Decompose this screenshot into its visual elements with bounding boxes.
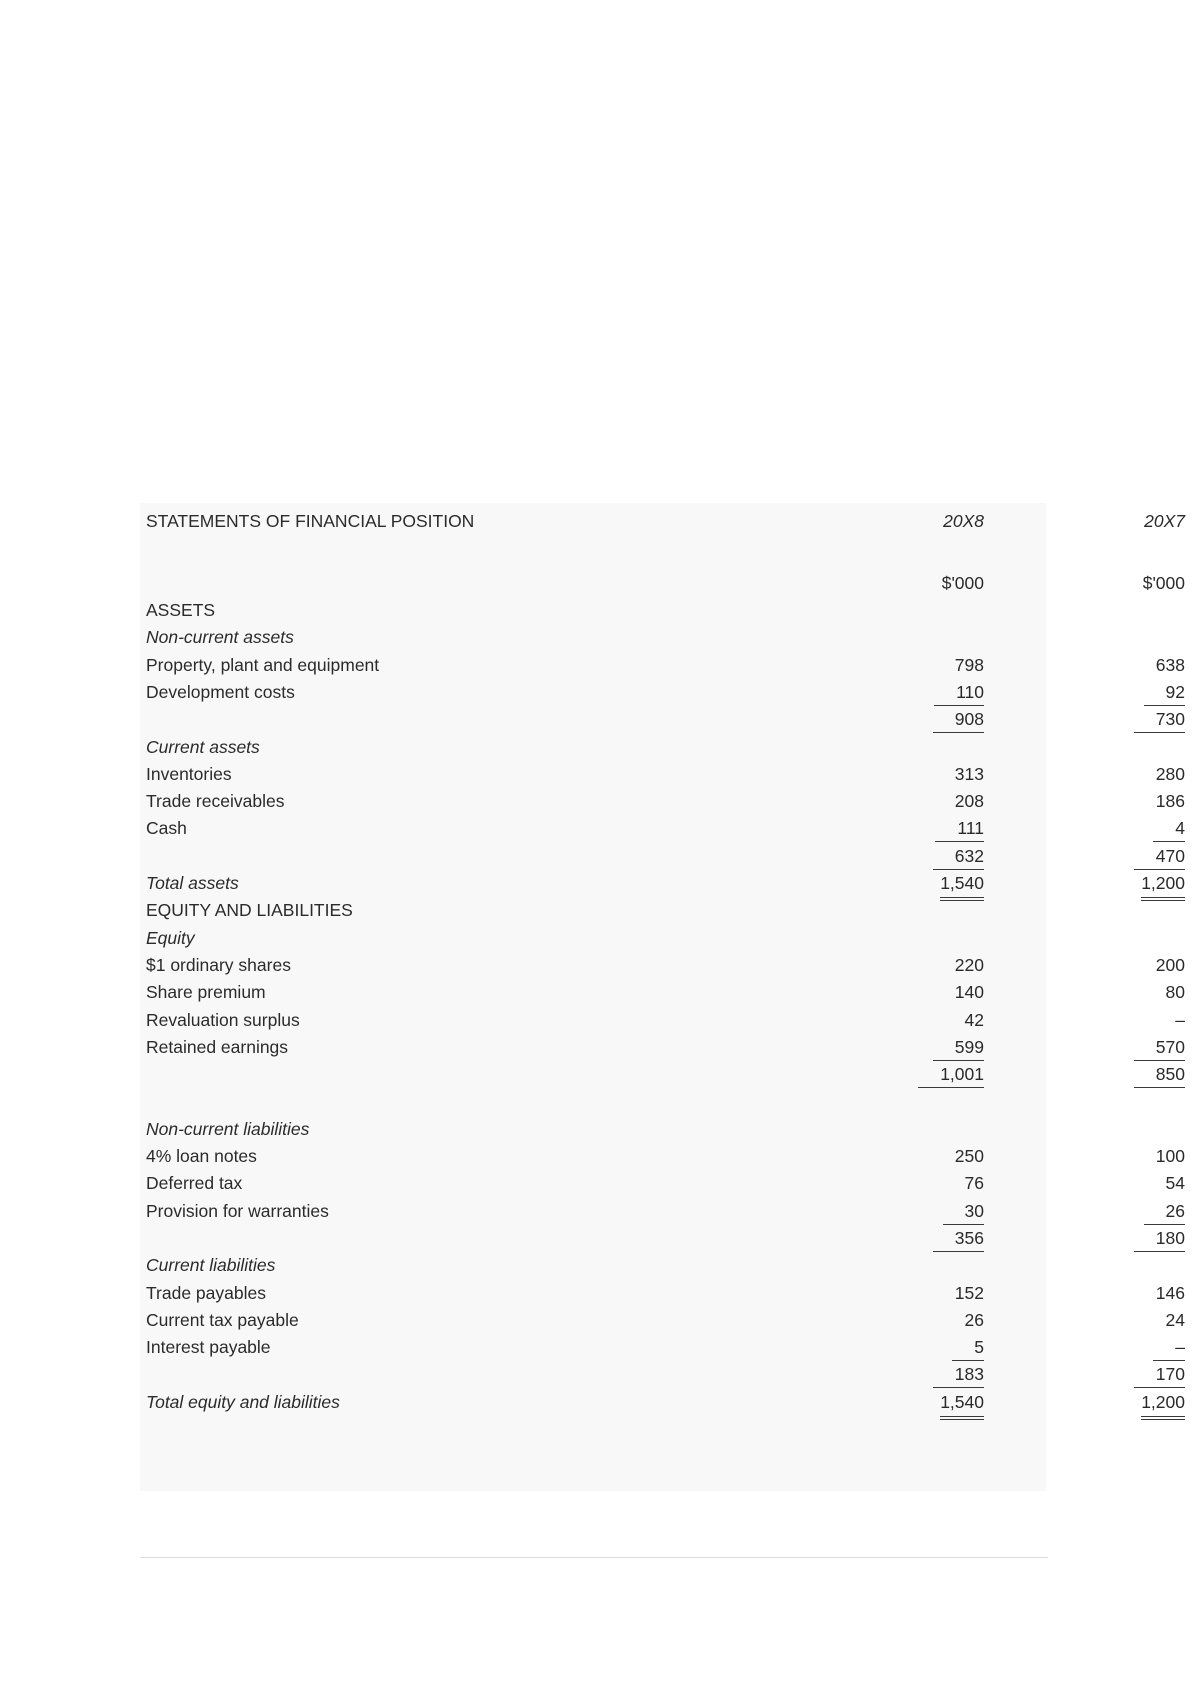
- value-20x8-text: 208: [954, 791, 984, 812]
- value-20x7-text: 146: [1155, 1282, 1185, 1303]
- value-20x8-text: 1,001: [918, 1063, 984, 1088]
- statement-row: [140, 1142, 1185, 1170]
- value-20x8: [840, 1388, 984, 1420]
- value-20x8: [840, 1087, 984, 1115]
- value-20x7-text: 1,200: [1141, 872, 1185, 901]
- statement-row: [140, 623, 1046, 651]
- row-label: Retained earnings: [146, 1036, 289, 1057]
- statement-row: [140, 678, 1185, 706]
- value-20x8: [840, 842, 984, 870]
- value-20x8-text: 1,540: [940, 1391, 984, 1420]
- value-20x8-text: 183: [933, 1363, 984, 1388]
- value-20x7: [1000, 1251, 1185, 1279]
- statement-row: [140, 1033, 1185, 1061]
- value-20x7-text: –: [1153, 1336, 1185, 1361]
- value-20x7: [1000, 1279, 1185, 1307]
- statement-row: [140, 787, 1185, 815]
- row-label: Trade receivables: [146, 791, 285, 812]
- value-20x7: [1000, 623, 1185, 651]
- row-label: Property, plant and equipment: [146, 654, 380, 675]
- value-20x8-text: 111: [935, 817, 984, 842]
- value-20x7-text: 570: [1134, 1036, 1185, 1061]
- row-label: Current assets: [146, 736, 260, 757]
- value-20x8: [840, 896, 984, 924]
- row-label: $1 ordinary shares: [146, 954, 291, 975]
- value-20x8: [840, 678, 984, 706]
- row-label: Deferred tax: [146, 1173, 243, 1194]
- row-label: Total assets: [146, 873, 239, 893]
- value-20x7: [1000, 733, 1185, 761]
- statement-row: [140, 814, 1185, 842]
- value-20x8: [840, 705, 984, 733]
- value-20x8: [840, 1169, 984, 1197]
- statement-row: [140, 951, 1185, 979]
- value-20x8: [840, 1197, 984, 1225]
- row-label: Current tax payable: [146, 1309, 299, 1330]
- year-20x7-header: 20X7: [1144, 511, 1185, 531]
- value-20x7: [1000, 787, 1185, 815]
- value-20x7: [1000, 1197, 1185, 1225]
- value-20x7: [1000, 1006, 1185, 1034]
- value-20x7-text: –: [1175, 1009, 1185, 1030]
- row-label: Development costs: [146, 681, 295, 702]
- value-20x7: [1000, 1142, 1185, 1170]
- statement-row: [140, 1306, 1185, 1334]
- value-20x8: [840, 924, 984, 952]
- value-20x7: [1000, 651, 1185, 679]
- statement-row: [140, 1169, 1185, 1197]
- value-20x7: [1000, 978, 1185, 1006]
- statement-row: [140, 596, 1046, 624]
- row-label: Cash: [146, 818, 187, 839]
- statement-header: [140, 507, 1185, 535]
- value-20x8-text: 140: [954, 982, 984, 1003]
- value-20x8: [840, 623, 984, 651]
- row-label: 4% loan notes: [146, 1146, 257, 1166]
- financial-statement-table: [140, 503, 1185, 1491]
- row-label: Share premium: [146, 982, 266, 1003]
- row-label: Interest payable: [146, 1337, 271, 1358]
- row-label: Provision for warranties: [146, 1200, 329, 1221]
- row-label: Inventories: [146, 763, 232, 784]
- value-20x7-text: 180: [1134, 1227, 1185, 1252]
- value-20x8: [840, 760, 984, 788]
- value-20x7-text: 850: [1134, 1063, 1185, 1088]
- value-20x7: [1000, 1224, 1185, 1252]
- value-20x8: [840, 596, 984, 624]
- value-20x8-text: 30: [943, 1200, 984, 1225]
- value-20x7: [1000, 760, 1185, 788]
- value-20x8-text: 42: [964, 1009, 984, 1030]
- value-20x7-text: 26: [1144, 1200, 1185, 1225]
- value-20x8: [840, 814, 984, 842]
- row-label: Non-current assets: [146, 627, 294, 648]
- value-20x8: [840, 1360, 984, 1388]
- value-20x8-text: 76: [964, 1173, 984, 1194]
- row-label: EQUITY AND LIABILITIES: [146, 900, 353, 921]
- value-20x7: [1000, 1115, 1185, 1143]
- value-20x7-text: 280: [1155, 763, 1185, 784]
- year-20x8-header: 20X8: [943, 511, 984, 531]
- value-20x7-text: 100: [1155, 1146, 1185, 1166]
- value-20x7-text: 24: [1165, 1309, 1185, 1330]
- value-20x8: [840, 1060, 984, 1088]
- value-20x7: [1000, 1087, 1185, 1115]
- statement-row: [140, 733, 1046, 761]
- statement-row: [140, 896, 1046, 924]
- value-20x7-text: 470: [1134, 845, 1185, 870]
- statement-row: [140, 1360, 1185, 1388]
- statement-row: [140, 1087, 1046, 1115]
- statement-row: [140, 1060, 1185, 1088]
- unit-header: [140, 569, 1185, 597]
- value-20x7: [1000, 1333, 1185, 1361]
- value-20x8-text: 152: [954, 1282, 984, 1303]
- statement-row: [140, 869, 1185, 897]
- value-20x7-text: 170: [1134, 1363, 1185, 1388]
- row-label: ASSETS: [146, 600, 216, 620]
- value-20x7-text: 92: [1144, 681, 1185, 706]
- value-20x8: [840, 1251, 984, 1279]
- value-20x8-text: 110: [934, 681, 984, 706]
- row-label: Current liabilities: [146, 1255, 276, 1276]
- statement-row: [140, 651, 1185, 679]
- value-20x7-text: 54: [1165, 1173, 1185, 1194]
- value-20x7-text: 80: [1165, 982, 1185, 1003]
- unit-20x7: $'000: [1142, 573, 1185, 593]
- footer-divider: [140, 1557, 1048, 1558]
- value-20x7: [1000, 1306, 1185, 1334]
- value-20x8: [840, 651, 984, 679]
- value-20x7: [1000, 596, 1185, 624]
- value-20x8-text: 798: [954, 654, 984, 675]
- value-20x7-text: 638: [1155, 654, 1185, 675]
- value-20x8-text: 26: [964, 1309, 984, 1330]
- statement-row: [140, 1333, 1185, 1361]
- value-20x8: [840, 951, 984, 979]
- statement-row: [140, 1115, 1046, 1143]
- statement-row: [140, 1006, 1185, 1034]
- value-20x7: [1000, 951, 1185, 979]
- value-20x8: [840, 733, 984, 761]
- row-label: Revaluation surplus: [146, 1009, 300, 1030]
- value-20x8: [840, 978, 984, 1006]
- value-20x8-text: 1,540: [940, 872, 984, 901]
- value-20x8: [840, 1115, 984, 1143]
- value-20x7: [1000, 1033, 1185, 1061]
- value-20x7-text: 4: [1153, 817, 1185, 842]
- statement-row: [140, 1279, 1185, 1307]
- row-label: Total equity and liabilities: [146, 1391, 340, 1412]
- statement-row: [140, 924, 1046, 952]
- value-20x8: [840, 1333, 984, 1361]
- value-20x8: [840, 1142, 984, 1170]
- value-20x8: [840, 1033, 984, 1061]
- statement-row: [140, 1251, 1046, 1279]
- value-20x8-text: 356: [933, 1227, 984, 1252]
- value-20x8: [840, 1306, 984, 1334]
- value-20x7-text: 186: [1155, 791, 1185, 812]
- value-20x8: [840, 1224, 984, 1252]
- value-20x7: [1000, 924, 1185, 952]
- value-20x7: [1000, 1169, 1185, 1197]
- statement-row: [140, 978, 1185, 1006]
- value-20x7: [1000, 1360, 1185, 1388]
- statement-row: [140, 1224, 1185, 1252]
- value-20x7: [1000, 705, 1185, 733]
- statement-row: [140, 760, 1185, 788]
- value-20x8-text: 5: [952, 1336, 984, 1361]
- value-20x7: [1000, 814, 1185, 842]
- value-20x7: [1000, 678, 1185, 706]
- value-20x8-text: 250: [954, 1146, 984, 1166]
- value-20x8-text: 220: [954, 954, 984, 975]
- value-20x8-text: 313: [954, 763, 984, 784]
- value-20x7: [1000, 896, 1185, 924]
- value-20x7-text: 200: [1155, 954, 1185, 975]
- row-label: Equity: [146, 927, 195, 948]
- value-20x7: [1000, 1060, 1185, 1088]
- value-20x7: [1000, 842, 1185, 870]
- statement-row: [140, 1388, 1185, 1416]
- statement-row: [140, 842, 1185, 870]
- value-20x8: [840, 1006, 984, 1034]
- statement-title: STATEMENTS OF FINANCIAL POSITION: [146, 511, 475, 531]
- value-20x7-text: 1,200: [1141, 1391, 1185, 1420]
- value-20x8: [840, 1279, 984, 1307]
- value-20x7-text: 730: [1134, 708, 1185, 733]
- value-20x7: [1000, 1388, 1185, 1420]
- value-20x8-text: 632: [933, 845, 984, 870]
- statement-row: [140, 705, 1185, 733]
- value-20x8-text: 908: [933, 708, 984, 733]
- statement-row: [140, 1197, 1185, 1225]
- unit-20x8: $'000: [941, 573, 984, 593]
- value-20x8-text: 599: [933, 1036, 984, 1061]
- row-label: Trade payables: [146, 1282, 266, 1303]
- value-20x8: [840, 787, 984, 815]
- row-label: Non-current liabilities: [146, 1118, 310, 1139]
